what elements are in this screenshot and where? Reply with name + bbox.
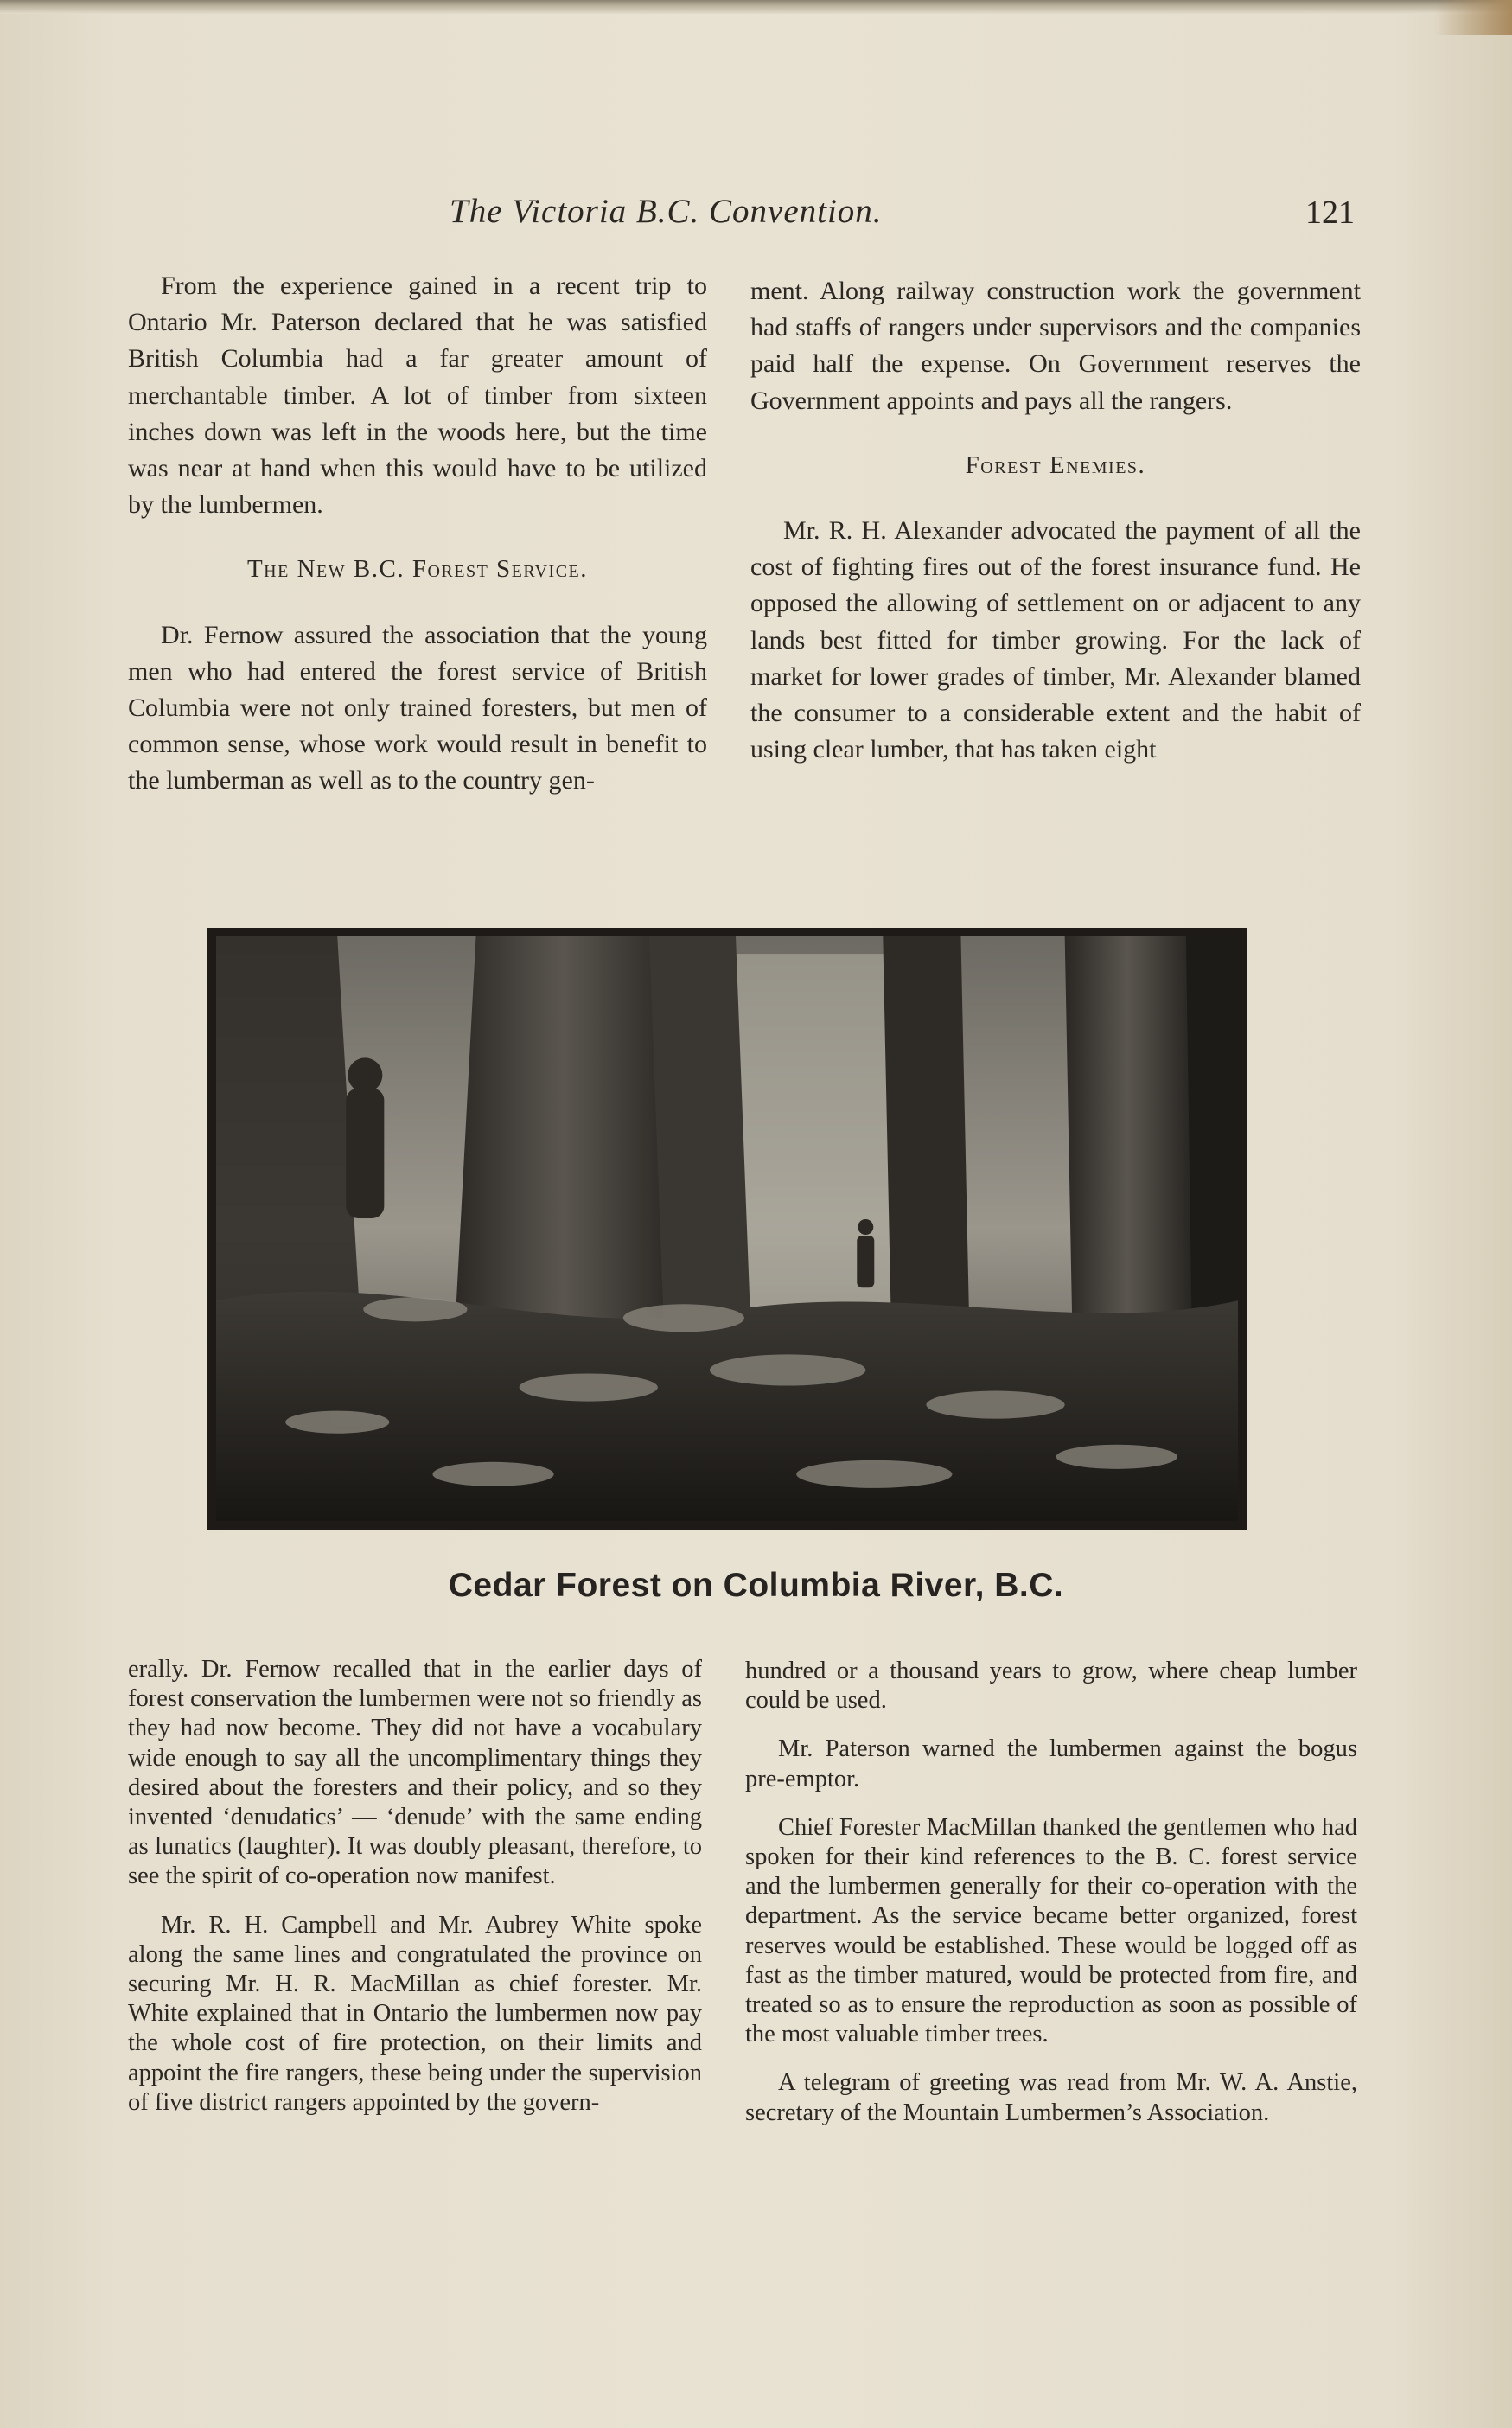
column-bottom-right [745,1657,1357,2147]
paragraph: hundred or a thousand years to grow, where cheap lumber could be used. [745,1658,1357,1715]
section-heading: The New B.C. Forest Service. [246,555,589,584]
column-top-left [128,268,707,800]
photo-caption: Cedar Forest on Columbia River, B.C. [448,1567,1064,1604]
paragraph: Mr. Paterson warned the lumbermen against the bogus pre-emptor. [745,1735,1357,1792]
running-head [0,192,1512,244]
page-corner-shadow [1434,0,1512,35]
running-title: The Victoria B.C. Convention. [450,193,883,230]
page-number: 121 [1305,195,1355,231]
section-heading: Forest Enemies. [965,450,1146,479]
paragraph: From the experience gained in a recent trip to Ontario Mr. Paterson declared that he was satisfied British Columbia had a far greater amount of merchantable timber. A lot of timber from sixteen inches down was left in the woods here, but the time was near at hand when this would have to be utilized by the lumbermen. [128,272,707,520]
forest-photo [207,928,1247,1530]
paragraph: Chief Forester MacMillan thanked the gentlemen who had spoken for their kind references to the B. C. forest service and the lumbermen generally for their co-operation with the department. As the service became better organized, forest reserves would be established. These would be logged off as fast as the timber matured, would be protected from fire, and treated so as to ensure the reproduction as soon as possible of the most valuable timber trees. [745,1813,1357,2048]
page-top-edge [0,0,1512,14]
paragraph: Mr. R. H. Alexander advocated the payment of all the cost of fighting fires out of the forest insurance fund. He opposed the allowing of settlement on or adjacent to any lands best fitted for timber growing. For the lack of market for lower grades of timber, Mr. Alexander blamed the consumer to a considerable extent and the habit of using clear lumber, that has taken eight [750,516,1361,764]
forest-photo-image [216,936,1238,1521]
column-top-right [750,273,1361,768]
paragraph: A telegram of greeting was read from Mr. W. A. Anstie, secretary of the Mountain Lumbermen’s Association. [745,2069,1357,2126]
paragraph: Dr. Fernow assured the association that the young men who had entered the forest service of British Columbia were not only trained foresters, but men of common sense, whose work would result in benefit to the lumberman as well as to the country gen- [128,620,707,795]
paragraph: ment. Along railway construction work the government had staffs of rangers under supervisors and the companies paid half the expense. On Government reserves the Government appoints and pays all the rangers. [750,277,1361,415]
column-bottom-left [128,1655,702,2135]
paragraph: erally. Dr. Fernow recalled that in the earlier days of forest conservation the lumbermen were not so friendly as they had now become. They did not have a vocabulary wide enough to say all the uncomplimentary things they desired about the foresters and their policy, and so they invented ‘denudatics’ — ‘denude’ with the same ending as lunatics (laughter). It was doubly pleasant, therefore, to see the spirit of co-operation now manifest. [128,1656,702,1890]
paragraph: Mr. R. H. Campbell and Mr. Aubrey White spoke along the same lines and congratulated the province on securing Mr. H. R. MacMillan as chief forester. Mr. White explained that in Ontario the lumbermen now pay the whole cost of fire protection, on their limits and appoint the fire rangers, these being under the supervision of five district rangers appointed by the govern- [128,1911,702,2116]
